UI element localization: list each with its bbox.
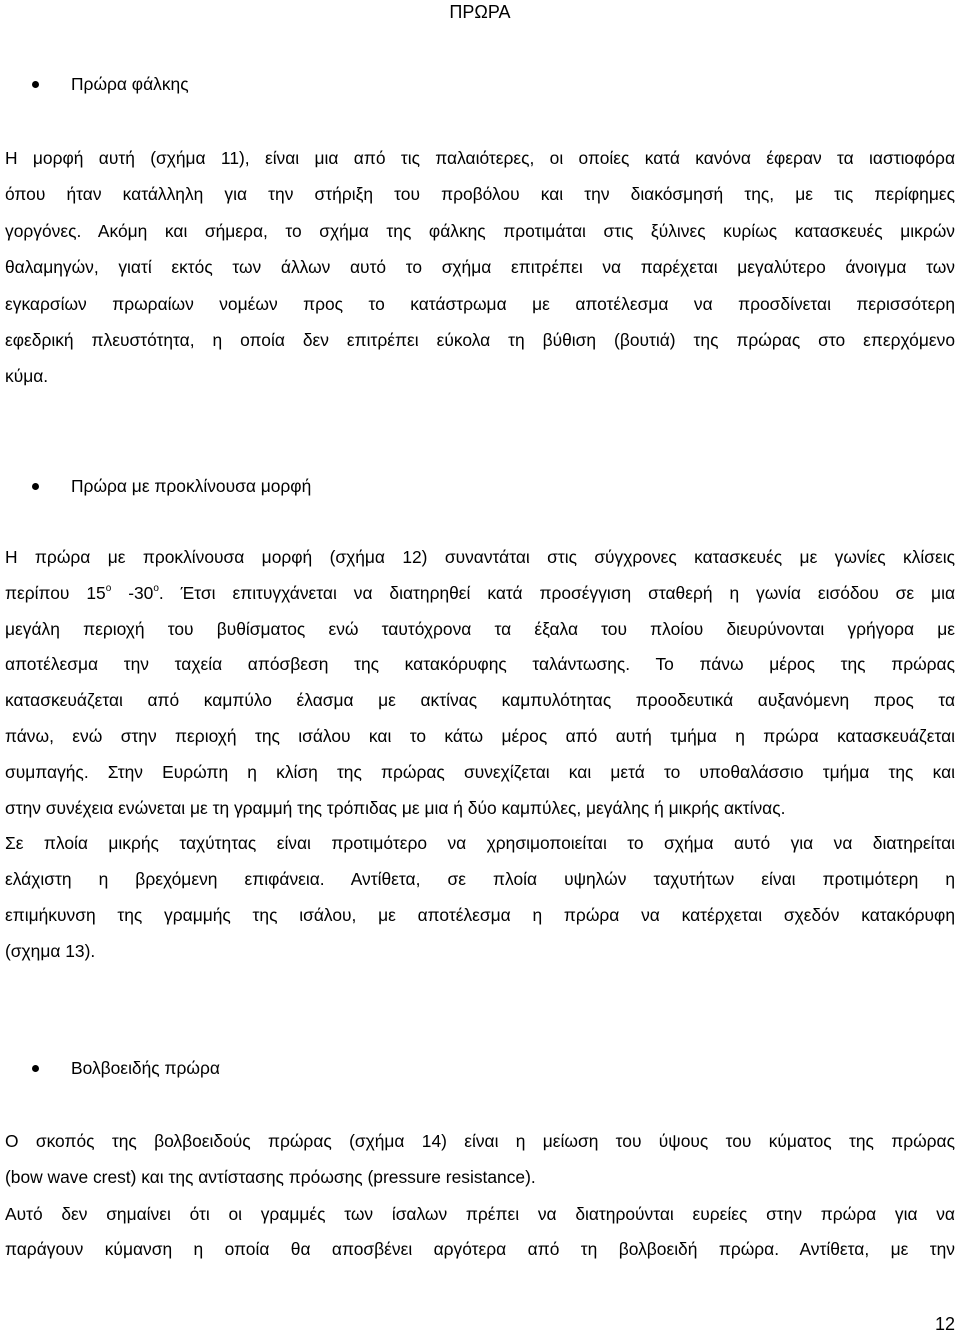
section-heading-label: Πρώρα φάλκης	[71, 74, 189, 94]
paragraph-line: μεγάλη περιοχή του βυθίσματος ενώ ταυτόχρονα τα έξαλα του πλοίου διευρύνονται γρήγορα με	[5, 618, 955, 639]
bullet-dot-icon	[32, 483, 39, 490]
paragraph-line: κύμα.	[5, 366, 49, 387]
paragraph-line: συμπαγής. Στην Ευρώπη η κλίση της πρώρας συνεχίζεται και μετά το υποθαλάσσιο τμήμα της και	[5, 761, 955, 782]
paragraph-bulbous-bow	[5, 1124, 955, 1195]
section-heading-label: Πρώρα με προκλίνουσα μορφή	[71, 476, 312, 496]
paragraph-line-with-degrees	[5, 576, 955, 612]
paragraph-line: εγκαρσίων πρωραίων νομέων προς το κατάστρωμα με αποτέλεσμα να προσδίνεται περισσότερη	[5, 293, 955, 314]
paragraph-line: παράγουν κύμανση η οποία θα αποσβένει αργότερα από τη βολβοειδή πρώρα. Αντίθετα, με την	[5, 1239, 955, 1259]
text-run: -30	[111, 582, 154, 603]
paragraph-line: εφεδρική πλευστότητα, η οποία δεν επιτρέπει εύκολα τη βύθιση (βουτιά) της πρώρας στο επερχόμενο	[5, 330, 955, 351]
paragraph-line: Σε πλοία μικρής ταχύτητας είναι προτιμότερο να χρησιμοποιείται το σχήμα αυτό για να διατηρείται	[5, 833, 955, 854]
bullet-dot-icon	[32, 1065, 39, 1072]
paragraph-line: Η πρώρα με προκλίνουσα μορφή (σχήμα 12) συναντάται στις σύγχρονες κατασκευές με γωνίες κλίσεις	[5, 547, 955, 567]
paragraph-line: Αυτό δεν σημαίνει ότι οι γραμμές των ίσαλων πρέπει να διατηρούνται ευρείες στην πρώρα για να	[5, 1204, 955, 1224]
degree-superscript: ο	[105, 582, 112, 594]
paragraph-line: Η μορφή αυτή (σχήμα 11), είναι μια από τις παλαιότερες, οι οποίες κατά κανόνα έφεραν τα ιαστιοφόρα	[5, 148, 955, 168]
text-run: . Έτσι επιτυγχάνεται να διατηρηθεί κατά προσέγγιση σταθερή η γωνία εισόδου σε μια	[158, 582, 955, 603]
paragraph-line: πάνω, ενώ στην περιοχή της ισάλου και το κάτω μέρος από αυτή τμήμα η πρώρα κατασκευάζεται	[5, 725, 955, 746]
page-header: ΠΡΩΡΑ	[449, 2, 511, 22]
paragraph-line: ελάχιστη η βρεχόμενη επιφάνεια. Αντίθετα, σε πλοία υψηλών ταχυτήτων είναι προτιμότερη η	[5, 869, 955, 890]
paragraph-line: όπου ήταν κατάλληλη για την στήριξη του προβόλου και την διακόσμησή της, με τις περίφημες	[5, 184, 955, 205]
paragraph-raked-bow	[5, 540, 955, 970]
paragraph-line: κατασκευάζεται από καμπύλο έλασμα με ακτίνας καμπυλότητας προοδευτικά αυξανόμενη προς τα	[5, 690, 955, 711]
paragraph-line: επιμήκυνση της γραμμής της ισάλου, με αποτέλεσμα η πρώρα να κατέρχεται σχεδόν κατακόρυφη	[5, 904, 955, 925]
paragraph-line: (bow wave crest) και της αντίστασης πρόωσης (pressure resistance).	[5, 1166, 536, 1187]
paragraph-line: γοργόνες. Ακόμη και σήμερα, το σχήμα της φάλκης προτιμάται στις ξύλινες κυρίως κατασκευές μικρών	[5, 220, 955, 241]
paragraph-line: θαλαμηγών, γιατί εκτός των άλλων αυτό το σχήμα επιτρέπει να παρέχεται μεγαλύτερο άνοιγμα των	[5, 257, 955, 278]
section-heading-label: Βολβοειδής πρώρα	[71, 1058, 220, 1078]
degree-superscript: ο	[153, 582, 159, 594]
paragraph-line: Ο σκοπός της βολβοειδούς πρώρας (σχήμα 14) είναι η μείωση του ύψους του κύματος της πρώρας	[5, 1131, 955, 1151]
paragraph-line: (σχημα 13).	[5, 940, 96, 961]
paragraph-falki-bow	[5, 140, 955, 395]
text-run: περίπου 15	[5, 582, 106, 603]
paragraph-line: στην συνέχεια ενώνεται με τη γραμμή της τρόπιδας με μια ή δύο καμπύλες, μεγάλης ή μικρής ακτίνας.	[5, 797, 786, 818]
bullet-dot-icon	[32, 81, 39, 88]
page-number: 12	[934, 1314, 955, 1334]
paragraph-bulbous-bow-continued	[5, 1197, 955, 1267]
paragraph-line: αποτέλεσμα την ταχεία απόσβεση της κατακόρυφης ταλάντωσης. Το πάνω μέρος της πρώρας	[5, 654, 955, 675]
